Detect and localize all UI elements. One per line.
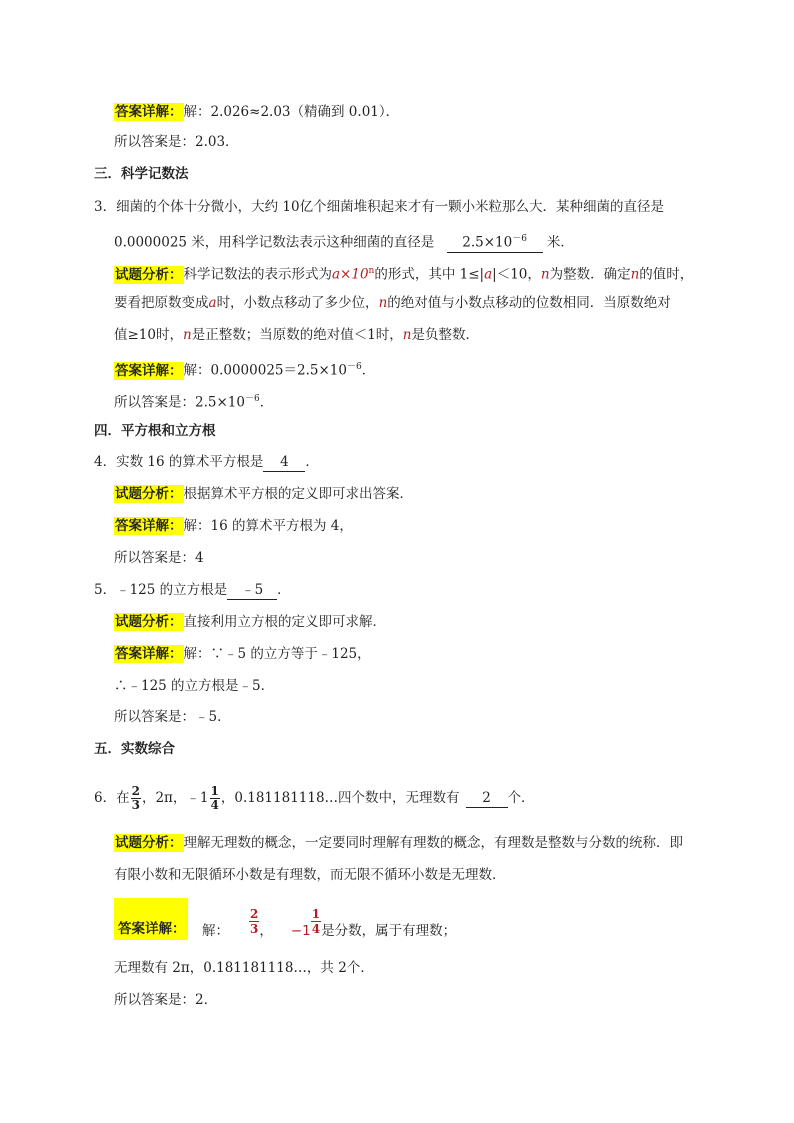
- answer-result-text: 所以答案是：2.5×10: [114, 394, 245, 411]
- fraction-numerator: 1: [311, 907, 321, 921]
- mixed-number: −1: [290, 923, 311, 939]
- question-number: 6．: [94, 790, 117, 806]
- fraction-denominator: 4: [311, 922, 321, 936]
- answer-blank: 4: [263, 453, 305, 472]
- fraction-numerator: 1: [210, 784, 219, 798]
- question-text: ，0.181181118…四个数中，无理数有: [220, 790, 460, 806]
- answer-detail-label: 答案详解：: [118, 921, 186, 937]
- analysis-row: [114, 262, 693, 284]
- question-text: 个．: [507, 790, 535, 806]
- exponent: －6: [346, 362, 362, 372]
- section-heading: 五．实数综合: [94, 741, 175, 757]
- analysis-row: [114, 294, 671, 312]
- answer-blank: 2: [466, 789, 508, 808]
- analysis-text: 根据算术平方根的定义即可求出答案．: [183, 486, 413, 502]
- variable-n: n: [183, 327, 192, 343]
- analysis-text: 值≥10时，: [114, 327, 183, 343]
- answer-detail-row: [114, 103, 399, 121]
- answer-detail-row: [114, 898, 456, 944]
- question-text: ﹣125 的立方根是: [116, 582, 228, 598]
- variable-a: a: [208, 295, 217, 311]
- variable-n: n: [540, 266, 550, 283]
- answer-detail-text: 解：0.0000025＝2.5×10: [183, 362, 347, 379]
- answer-result: 所以答案是：﹣5．: [114, 709, 231, 725]
- question-text: ．: [277, 582, 291, 598]
- answer-detail-text: 解：2.026≈2.03（精确到 0.01）．: [183, 104, 400, 120]
- section-heading: 四．平方根和立方根: [94, 423, 216, 439]
- question-text: ，2π，﹣1: [141, 790, 209, 806]
- question-4: [94, 453, 319, 472]
- answer-exponent: －6: [512, 234, 527, 244]
- answer-detail-row: [114, 517, 353, 535]
- question-text: ．: [305, 454, 319, 470]
- question-text: 细菌的个体十分微小，大约 10亿个细菌堆积起来才有一颗小米粒那么大．某种细菌的直径是: [116, 199, 665, 215]
- analysis-text: 要看把原数变成: [114, 295, 209, 311]
- analysis-label: 试题分析：: [115, 266, 183, 283]
- analysis-text: |＜10，: [492, 266, 541, 283]
- answer-detail-label: 答案详解：: [115, 518, 183, 534]
- answer-detail-row: [114, 358, 375, 380]
- question-number: 5．: [94, 582, 117, 598]
- fraction: [210, 785, 220, 812]
- analysis-label: 试题分析：: [115, 614, 183, 630]
- answer-detail-text: ，: [259, 923, 273, 939]
- question-number: 4．: [94, 454, 117, 470]
- fraction: [311, 907, 321, 936]
- answer-detail-row: [114, 645, 371, 663]
- question-6: [94, 778, 535, 818]
- answer-result: 所以答案是：4: [114, 550, 204, 566]
- answer-detail-text: ．: [361, 362, 376, 379]
- answer-blank: [447, 230, 543, 253]
- analysis-row: [114, 834, 683, 852]
- analysis-row: 有限小数和无限循环小数是有理数，而无限不循环小数是无理数．: [114, 867, 506, 883]
- fraction-numerator: 2: [250, 907, 259, 921]
- fraction-denominator: 3: [250, 922, 259, 936]
- analysis-text: 理解无理数的概念，一定要同时理解有理数的概念，有理数是整数与分数的统称．即: [183, 835, 683, 851]
- analysis-text: 的值时，: [639, 266, 694, 283]
- analysis-text: 的形式，其中 1≤|: [374, 266, 485, 283]
- fraction-denominator: 3: [131, 798, 140, 812]
- question-3-line2: [114, 230, 574, 253]
- answer-value: 2.5×10: [462, 234, 513, 251]
- analysis-text: 是负整数．: [411, 327, 479, 343]
- answer-detail-label: 答案详解：: [115, 646, 183, 662]
- answer-detail-label: 答案详解：: [115, 362, 183, 379]
- variable-n: n: [630, 266, 640, 283]
- analysis-text: 直接利用立方根的定义即可求解．: [183, 614, 386, 630]
- analysis-row: [114, 326, 479, 344]
- analysis-row: [114, 485, 413, 503]
- question-number: 3．: [94, 199, 117, 215]
- analysis-text: 时，小数点移动了多少位，: [216, 295, 379, 311]
- analysis-text: 为整数．确定: [549, 266, 631, 283]
- analysis-row: [114, 613, 386, 631]
- answer-detail-label: 答案详解：: [115, 104, 183, 120]
- question-text: 米．: [546, 234, 574, 251]
- section-heading: 三．科学记数法: [94, 166, 189, 182]
- fraction: [131, 785, 141, 812]
- answer-result: 所以答案是：2．: [114, 992, 218, 1008]
- answer-detail-text: 解：16 的算术平方根为 4，: [183, 518, 353, 534]
- answer-detail-text: 是分数，属于有理数；: [321, 923, 457, 939]
- answer-detail-text: ∴﹣125 的立方根是﹣5．: [114, 678, 275, 694]
- question-text: 在: [116, 790, 130, 806]
- answer-detail-text: 解：: [202, 923, 229, 939]
- answer-result: [114, 390, 273, 412]
- analysis-text: 的绝对值与小数点移动的位数相同．当原数绝对: [387, 295, 671, 311]
- answer-blank: ﹣5: [227, 581, 277, 600]
- answer-detail-label-box: [114, 898, 188, 940]
- formula-exponent: n: [368, 266, 375, 276]
- fraction: [249, 907, 259, 936]
- question-text: 0.0000025 米，用科学记数法表示这种细菌的直径是: [114, 234, 435, 251]
- analysis-text: 科学记数法的表示形式为: [183, 266, 332, 283]
- answer-detail-text: 解：∵﹣5 的立方等于﹣125，: [183, 646, 371, 662]
- variable-n: n: [378, 295, 388, 311]
- question-3-line1: [94, 198, 664, 216]
- fraction-numerator: 2: [131, 784, 140, 798]
- exponent: －6: [244, 394, 260, 404]
- answer-result-text: ．: [259, 394, 274, 411]
- variable-n: n: [402, 327, 412, 343]
- analysis-text: 是正整数；当原数的绝对值＜1时，: [191, 327, 403, 343]
- analysis-label: 试题分析：: [115, 486, 183, 502]
- question-text: 实数 16 的算术平方根是: [116, 454, 264, 470]
- answer-result: 所以答案是：2.03．: [114, 134, 239, 150]
- answer-detail-text: 无理数有 2π，0.181181118…，共 2个．: [114, 960, 374, 976]
- formula: a×10: [332, 266, 369, 283]
- analysis-label: 试题分析：: [115, 835, 183, 851]
- question-5: [94, 581, 291, 600]
- variable-a: a: [484, 266, 493, 283]
- fraction-denominator: 4: [210, 798, 219, 812]
